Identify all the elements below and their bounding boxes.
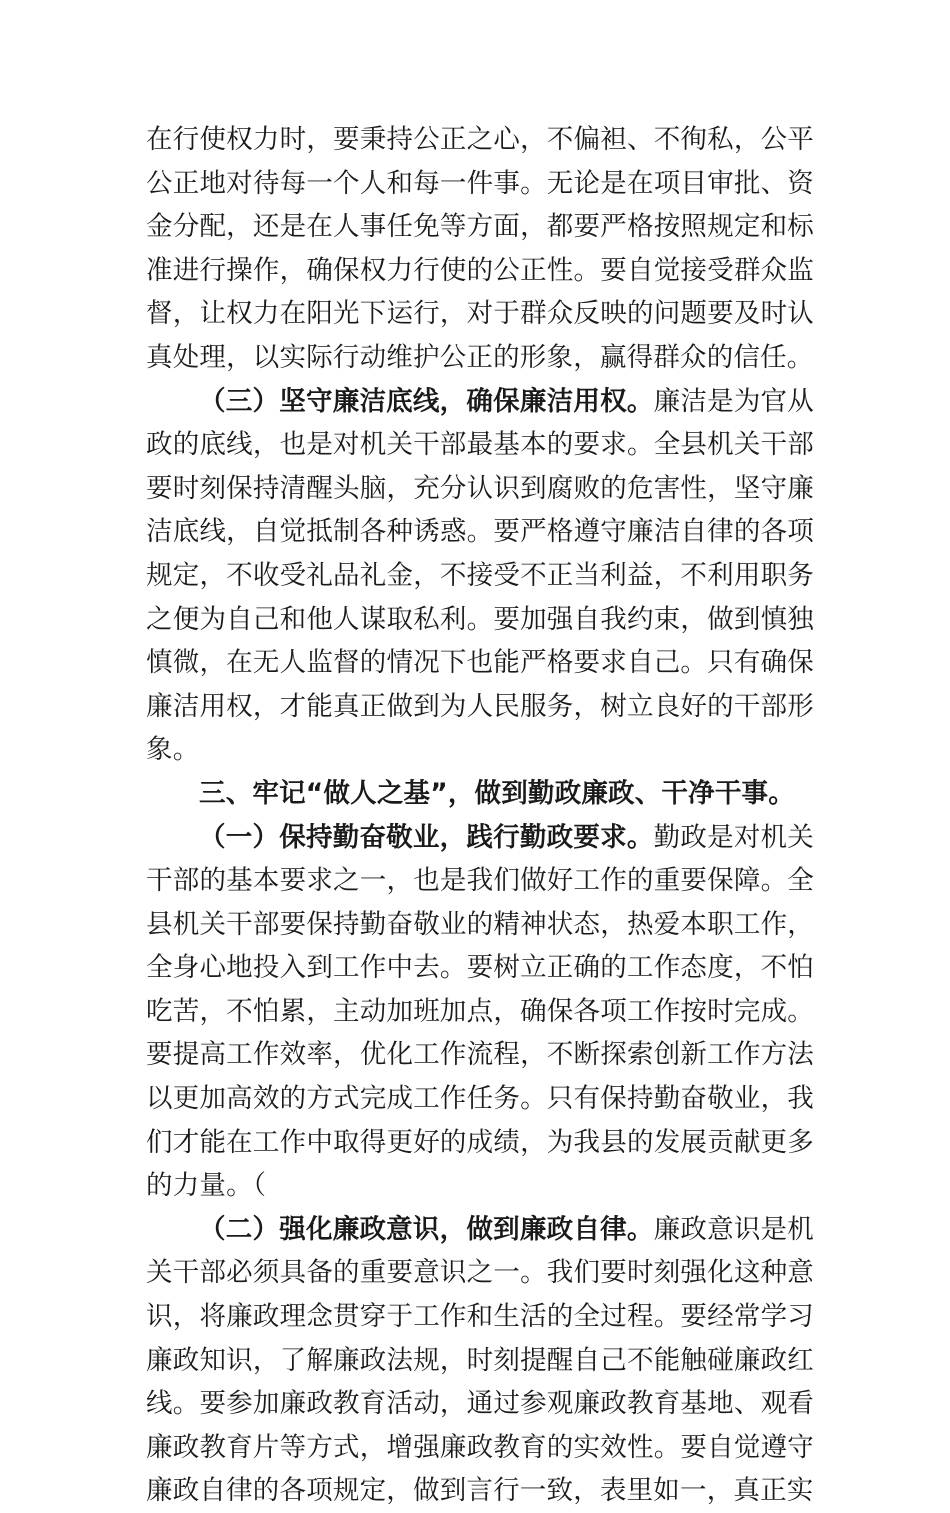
paragraph-lead: （一）保持勤奋敬业，践行勤政要求。: [199, 821, 654, 853]
paragraph-continued: [146, 118, 814, 380]
paragraph-integrity: [146, 380, 814, 772]
section-heading: 三、牢记“做人之基”，做到勤政廉政、干净干事。: [199, 777, 795, 809]
paragraph-text: 廉政意识是机关干部必须具备的重要意识之一。我们要时刻强化这种意识，将廉政理念贯穿于工作和生活的全过程。要经常学习廉政知识，了解廉政法规，时刻提醒自己不能触碰廉政红线。要参加廉政教育活动，通过参观廉政教育基地、观看廉政教育片等方式，增强廉政教育的实效性。要自觉遵守廉政自律的各项规定，做到言行一致，表里如一，真正实: [146, 1213, 814, 1507]
paragraph-text: 廉洁是为官从政的底线，也是对机关干部最基本的要求。全县机关干部要时刻保持清醒头脑，充分认识到腐败的危害性，坚守廉洁底线，自觉抵制各种诱惑。要严格遵守廉洁自律的各项规定，不收受礼品礼金，不接受不正当利益，不利用职务之便为自己和他人谋取私利。要加强自我约束，做到慎独慎微，在无人监督的情况下也能严格要求自己。只有确保廉洁用权，才能真正做到为人民服务，树立良好的干部形象。: [146, 385, 814, 766]
paragraph-text: 勤政是对机关干部的基本要求之一，也是我们做好工作的重要保障。全县机关干部要保持勤奋敬业的精神状态，热爱本职工作，全身心地投入到工作中去。要树立正确的工作态度，不怕吃苦，不怕累，主动加班加点，确保各项工作按时完成。要提高工作效率，优化工作流程，不断探索创新工作方法以更加高效的方式完成工作任务。只有保持勤奋敬业，我们才能在工作中取得更好的成绩，为我县的发展贡献更多的力量。（: [146, 821, 814, 1202]
document-body: [146, 118, 814, 1513]
paragraph-diligence: [146, 816, 814, 1208]
paragraph-self-discipline: [146, 1208, 814, 1513]
paragraph-lead: （三）坚守廉洁底线，确保廉洁用权。: [199, 385, 654, 417]
paragraph-text: 在行使权力时，要秉持公正之心，不偏袒、不徇私，公平公正地对待每一个人和每一件事。无论是在项目审批、资金分配，还是在人事任免等方面，都要严格按照规定和标准进行操作，确保权力行使的公正性。要自觉接受群众监督，让权力在阳光下运行，对于群众反映的问题要及时认真处理，以实际行动维护公正的形象，赢得群众的信任。: [146, 124, 814, 373]
paragraph-lead: （二）强化廉政意识，做到廉政自律。: [199, 1213, 654, 1245]
